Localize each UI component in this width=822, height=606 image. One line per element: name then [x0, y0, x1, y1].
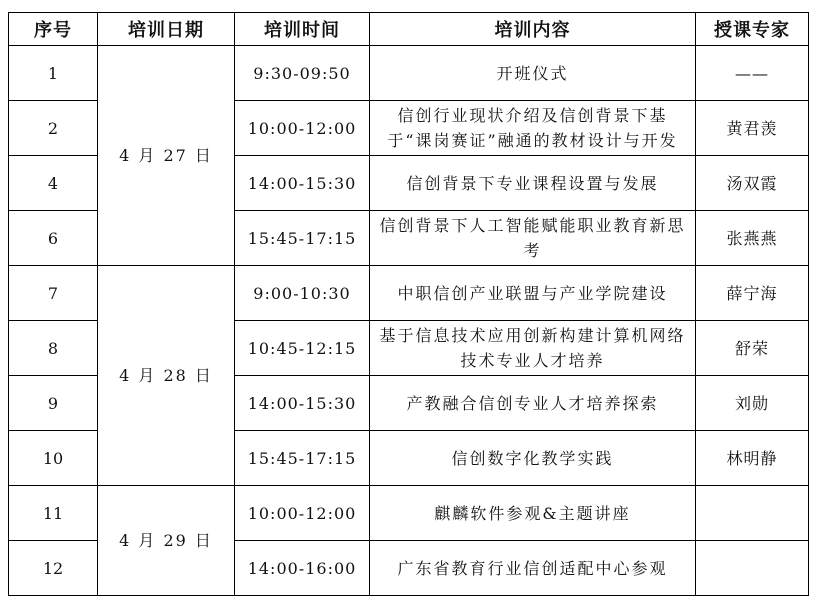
expert-cell: ——: [696, 46, 809, 101]
header-row: [9, 13, 809, 46]
expert-cell: 张燕燕: [696, 211, 809, 266]
time-cell: 9:00-10:30: [235, 266, 370, 321]
header-seq: 序号: [9, 13, 98, 46]
content-cell: 产教融合信创专业人才培养探索: [370, 376, 696, 431]
seq-cell: 2: [9, 101, 98, 156]
expert-cell: 黄君羡: [696, 101, 809, 156]
seq-cell: 7: [9, 266, 98, 321]
expert-cell: [696, 541, 809, 596]
content-cell: 开班仪式: [370, 46, 696, 101]
header-expert: 授课专家: [696, 13, 809, 46]
time-cell: 10:45-12:15: [235, 321, 370, 376]
seq-cell: 8: [9, 321, 98, 376]
seq-cell: 11: [9, 486, 98, 541]
content-cell: 信创行业现状介绍及信创背景下基于“课岗赛证”融通的教材设计与开发: [370, 101, 696, 156]
content-cell: 信创背景下人工智能赋能职业教育新思考: [370, 211, 696, 266]
expert-cell: 刘勋: [696, 376, 809, 431]
time-cell: 15:45-17:15: [235, 431, 370, 486]
expert-cell: 舒荣: [696, 321, 809, 376]
time-cell: 10:00-12:00: [235, 486, 370, 541]
seq-cell: 1: [9, 46, 98, 101]
content-cell: 广东省教育行业信创适配中心参观: [370, 541, 696, 596]
seq-cell: 10: [9, 431, 98, 486]
date-cell: 4 月 28 日: [98, 266, 235, 486]
time-cell: 9:30-09:50: [235, 46, 370, 101]
time-cell: 10:00-12:00: [235, 101, 370, 156]
expert-cell: 汤双霞: [696, 156, 809, 211]
content-cell: 信创数字化教学实践: [370, 431, 696, 486]
time-cell: 15:45-17:15: [235, 211, 370, 266]
header-time: 培训时间: [235, 13, 370, 46]
table-row: [9, 46, 809, 101]
content-cell: 麒麟软件参观&主题讲座: [370, 486, 696, 541]
date-cell: 4 月 27 日: [98, 46, 235, 266]
seq-cell: 6: [9, 211, 98, 266]
time-cell: 14:00-15:30: [235, 376, 370, 431]
content-cell: 中职信创产业联盟与产业学院建设: [370, 266, 696, 321]
table-row: [9, 486, 809, 541]
content-cell: 信创背景下专业课程设置与发展: [370, 156, 696, 211]
expert-cell: 薛宁海: [696, 266, 809, 321]
seq-cell: 4: [9, 156, 98, 211]
training-schedule-table: [8, 12, 809, 596]
expert-cell: [696, 486, 809, 541]
seq-cell: 12: [9, 541, 98, 596]
content-cell: 基于信息技术应用创新构建计算机网络技术专业人才培养: [370, 321, 696, 376]
table-row: [9, 266, 809, 321]
time-cell: 14:00-15:30: [235, 156, 370, 211]
header-date: 培训日期: [98, 13, 235, 46]
seq-cell: 9: [9, 376, 98, 431]
date-cell: 4 月 29 日: [98, 486, 235, 596]
header-content: 培训内容: [370, 13, 696, 46]
expert-cell: 林明静: [696, 431, 809, 486]
time-cell: 14:00-16:00: [235, 541, 370, 596]
